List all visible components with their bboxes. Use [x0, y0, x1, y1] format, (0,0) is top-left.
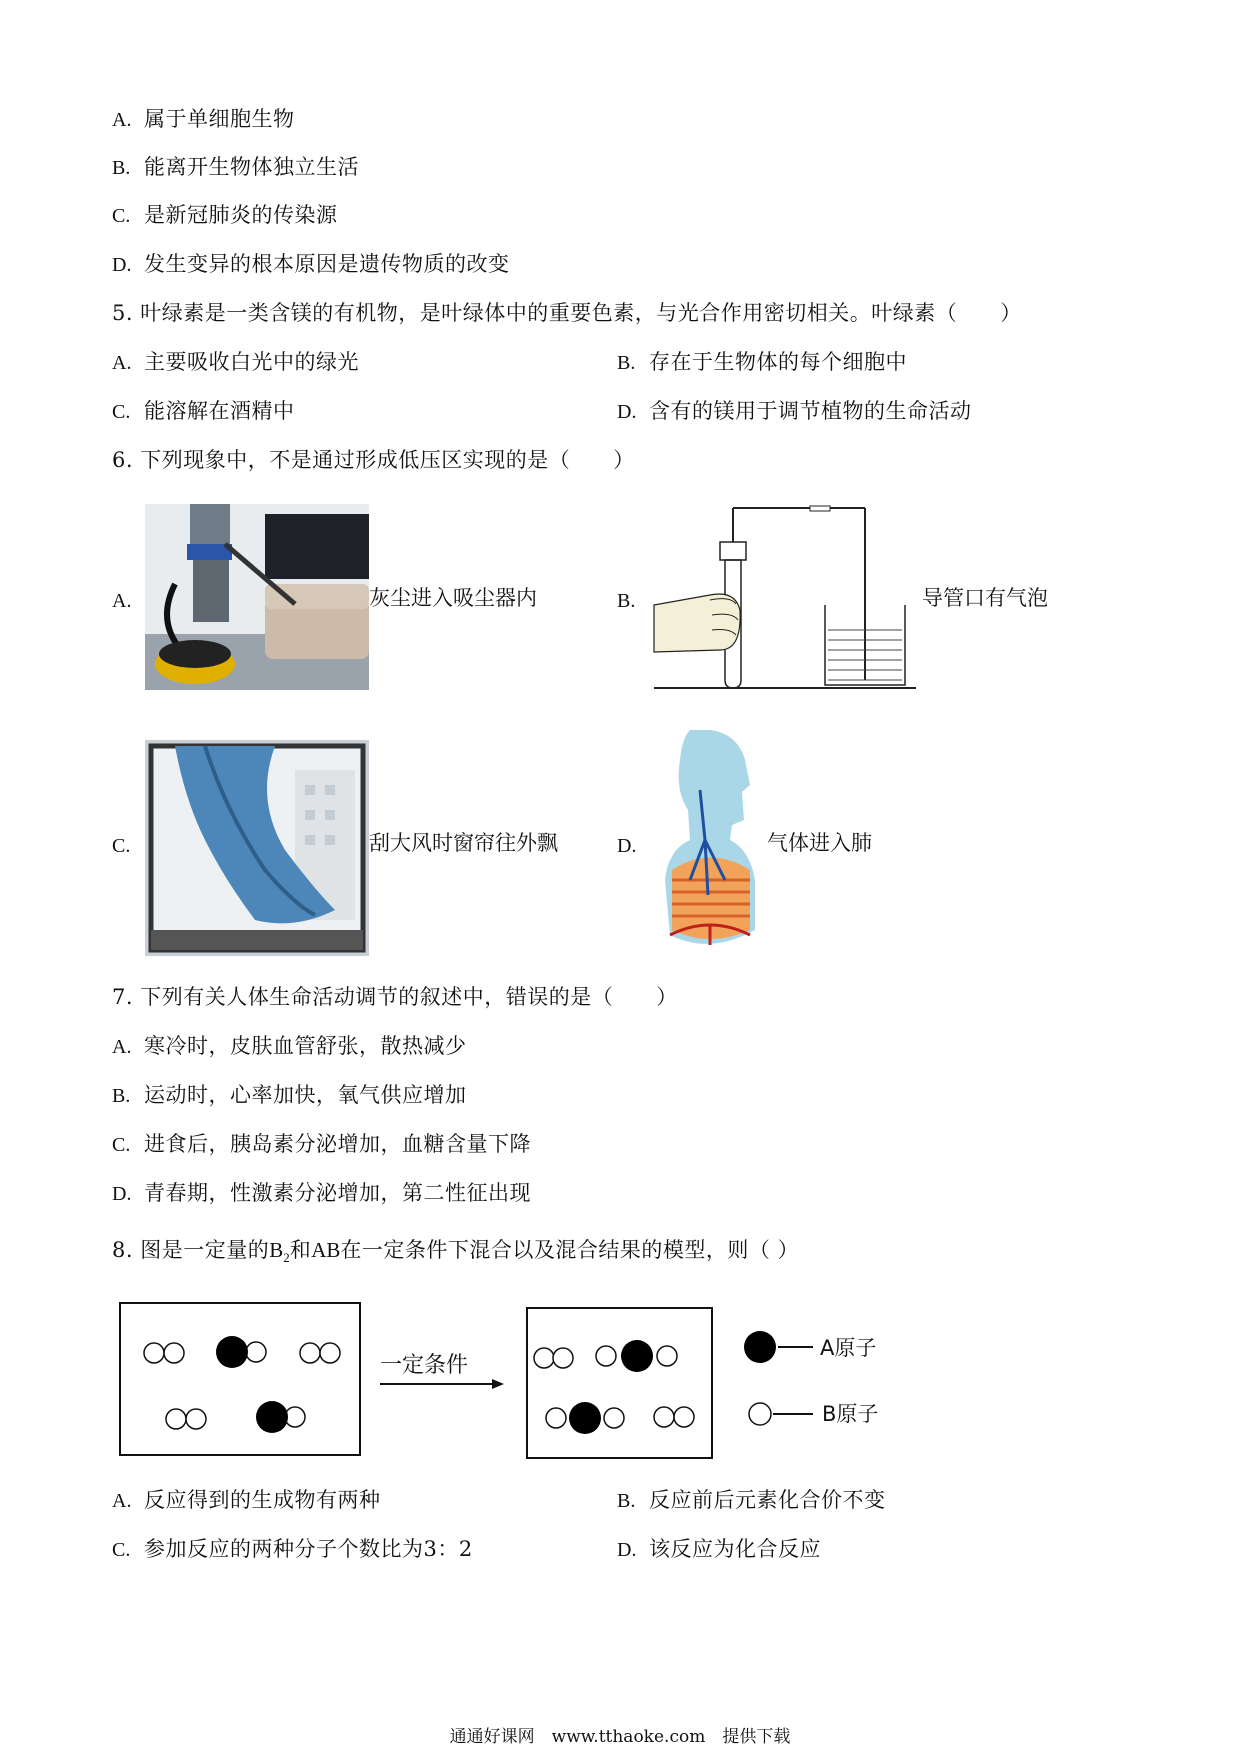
page-footer: 通通好课网 www.tthaoke.com 提供下载 — [449, 1727, 791, 1747]
q8-option-b: B. 反应前后元素化合价不变 — [617, 1488, 886, 1512]
q8-option-a: A. 反应得到的生成物有两种 — [112, 1488, 381, 1512]
q6-option-a-letter: A. — [112, 590, 132, 612]
q7-option-a: A. 寒冷时，皮肤血管舒张，散热减少 — [112, 1034, 467, 1058]
legend-a-atom: A原子 — [820, 1336, 877, 1360]
q6-option-d-caption: 气体进入肺 — [767, 831, 872, 855]
vacuum-cleaner-photo — [145, 504, 369, 690]
q4-option-a: A. 属于单细胞生物 — [112, 107, 295, 131]
reaction-model-diagram — [110, 1290, 930, 1465]
arrow-condition-label: 一定条件 — [380, 1353, 469, 1378]
q5-option-b: B. 存在于生物体的每个细胞中 — [617, 350, 907, 374]
q8-stem: 8. 图是一定量的$B_2$和AB在一定条件下混合以及混合结果的模型，则（ ） — [112, 1238, 800, 1266]
legend-b-atom: B原子 — [822, 1402, 879, 1426]
q7-option-b: B. 运动时，心率加快，氧气供应增加 — [112, 1083, 467, 1107]
lung-breathing-diagram — [650, 730, 765, 960]
q5-stem: 5. 叶绿素是一类含镁的有机物，是叶绿体中的重要色素，与光合作用密切相关。叶绿素（ ） — [112, 301, 1022, 325]
q6-option-c-caption: 刮大风时窗帘往外飘 — [369, 831, 558, 855]
q7-option-d: D. 青春期，性激素分泌增加，第二性征出现 — [112, 1181, 531, 1205]
q4-option-c: C. 是新冠肺炎的传染源 — [112, 203, 338, 227]
test-tube-bubble-diagram — [650, 500, 920, 695]
q6-option-a-caption: 灰尘进入吸尘器内 — [369, 586, 537, 610]
q6-option-b-letter: B. — [617, 590, 636, 612]
q5-option-a: A. 主要吸收白光中的绿光 — [112, 350, 359, 374]
q7-option-c: C. 进食后，胰岛素分泌增加，血糖含量下降 — [112, 1132, 531, 1156]
q5-option-c: C. 能溶解在酒精中 — [112, 399, 295, 423]
q6-option-c-letter: C. — [112, 835, 131, 857]
q7-stem: 7. 下列有关人体生命活动调节的叙述中，错误的是（ ） — [112, 985, 678, 1009]
q4-option-d: D. 发生变异的根本原因是遗传物质的改变 — [112, 252, 510, 276]
before-reaction-box — [120, 1303, 360, 1455]
after-reaction-box — [527, 1308, 712, 1458]
curtain-window-photo — [145, 740, 369, 956]
q6-stem: 6. 下列现象中，不是通过形成低压区实现的是（ ） — [112, 448, 635, 472]
q8-option-c: C. 参加反应的两种分子个数比为3：2 — [112, 1537, 473, 1561]
q8-option-d: D. 该反应为化合反应 — [617, 1537, 821, 1561]
q5-option-d: D. 含有的镁用于调节植物的生命活动 — [617, 399, 972, 423]
q4-option-b: B. 能离开生物体独立生活 — [112, 155, 359, 179]
q6-option-d-letter: D. — [617, 835, 637, 857]
q6-option-b-caption: 导管口有气泡 — [922, 586, 1048, 610]
